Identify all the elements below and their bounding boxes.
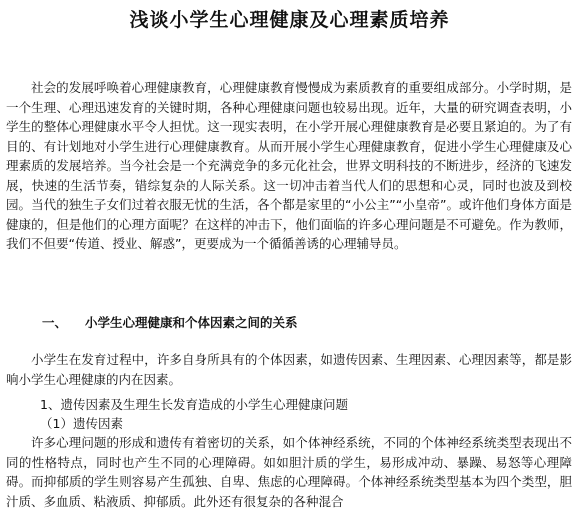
section-heading-text: 小学生心理健康和个体因素之间的关系 (85, 315, 298, 330)
intro-paragraph: 社会的发展呼唤着心理健康教育，心理健康教育慢慢成为素质教育的重要组成部分。小学时期，是一个生理、心理迅速发育的关键时期，各种心理健康问题也较易出现。近年，大量的研究调查表明，小学生的整体心理健康水平令人担忧。这一现实表明，在小学开展心理健康教育是必要且紧迫的。为了有目的、有计划地对小学生进行心理健康教育。从而开展小学生心理健康教育，促进小学生心理健康及心理素质的发展培养。当今社会是一个充满竞争的多元化社会，世界文明科技的不断进步，经济的飞速发展，快速的生活节奏，错综复杂的人际关系。这一切冲击着当代人们的思想和心灵，同时也波及到校园。当代的独生子女们过着衣服无忧的生活，各个都是家里的“小公主”“小皇帝”。或许他们身体方面是健康的，但是他们的心理方面呢？在这样的冲击下，他们面临的许多心理问题是不可避免。作为教师，我们不但要“传道、授业、解惑”，更要成为一个循循善诱的心理辅导员。 (6, 80, 572, 251)
section-number: 一、 (42, 315, 68, 330)
subsection-heading: 1、遗传因素及生理生长发育造成的小学生心理健康问题 (40, 397, 348, 412)
section-paragraph: 小学生在发育过程中，许多自身所具有的个体因素，如遗传因素、生理因素、心理因素等，都是影响小学生心理健康的内在因素。 (6, 352, 572, 387)
subsection-paragraph: 许多心理问题的形成和遗传有着密切的关系，如个体神经系统，不同的个体神经系统类型表现出不同的性格特点，同时也产生不同的心理障碍。如如胆汁质的学生，易形成冲动、暴躁、易怒等心理障碍。而抑郁质的学生则容易产生孤独、自卑、焦虑的心理障碍。个体神经系统类型基本为四个类型，胆汁质、多血质、粘液质、抑郁质。此外还有很复杂的各种混合 (6, 435, 572, 509)
subsubsection-heading: （1）遗传因素 (40, 416, 123, 431)
section-heading (42, 313, 298, 332)
document-title: 浅谈小学生心理健康及心理素质培养 (129, 9, 450, 31)
